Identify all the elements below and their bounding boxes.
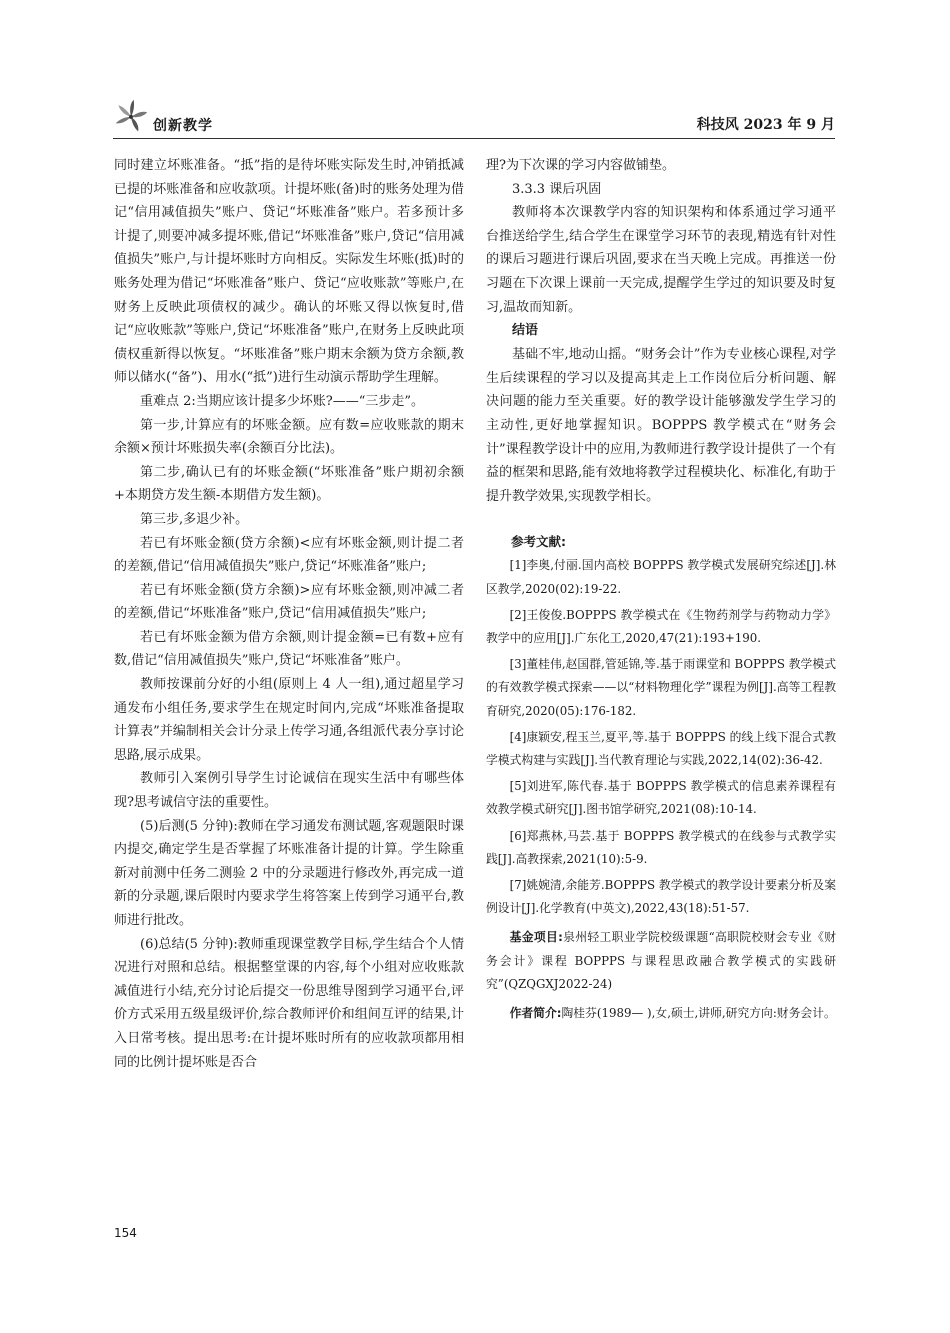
reference-item: [1]李奥,付丽.国内高校 BOPPPS 教学模式发展研究综述[J].林区教学,2020(02):19-22. bbox=[486, 558, 836, 596]
left-column bbox=[114, 154, 464, 1074]
issue-info: 科技风 2023 年 9 月 bbox=[696, 117, 835, 133]
page-header bbox=[113, 94, 835, 139]
conclusion-title: 结语 bbox=[512, 323, 539, 339]
reference-item: [2]王俊俊.BOPPPS 教学模式在《生物药剂学与药物动力学》教学中的应用[J].广东化工,2020,47(21):193+190. bbox=[486, 607, 836, 645]
reference-item: [4]康颖安,程玉兰,夏平,等.基于 BOPPPS 的线上线下混合式教学模式构建与实践[J].当代教育理论与实践,2022,14(02):36-42. bbox=[486, 729, 836, 767]
body-paragraph: 若已有坏账金额(贷方余额)>应有坏账金额,则冲减二者的差额,借记“坏账准备”账户,贷记“信用减值损失”账户; bbox=[114, 582, 464, 622]
reference-item: [3]董桂伟,赵国群,管延锦,等.基于雨课堂和 BOPPPS 教学模式的有效教学模式探索——以“材料物理化学”课程为例[J].高等工程教育研究,2020(05):176-182. bbox=[486, 657, 836, 718]
author-info bbox=[486, 1002, 836, 1025]
fund-text: 泉州轻工职业学院校级课题“高职院校财会专业《财务会计》课程 BOPPPS 与课程思政融合教学模式的实践研究”(QZQGXJ2022-24) bbox=[486, 930, 836, 991]
body-paragraph: 同时建立坏账准备。“抵”指的是待坏账实际发生时,冲销抵减已提的坏账准备和应收款项。计提坏账(备)时的账务处理为借记“信用减值损失”账户、贷记“坏账准备”账户。若多预计多计提了,则要冲减多提坏账,借记“坏账准备”账户,贷记“信用减值损失”账户,与计提坏账时方向相反。实际发生坏账(抵)时的账务处理为借记“坏账准备”账户、贷记“应收账款”等账户,在财务上反映此项债权的减少。确认的坏账又得以恢复时,借记“应收账款”等账户,贷记“坏账准备”账户,在财务上反映此项债权重新得以恢复。“坏账准备”账户期末余额为贷方余额,教师以储水(“备”)、用水(“抵”)进行生动演示帮助学生理解。 bbox=[114, 158, 464, 386]
journal-logo-icon bbox=[113, 98, 149, 134]
body-paragraph: (6)总结(5 分钟):教师重现课堂教学目标,学生结合个人情况进行对照和总结。根据整堂课的内容,每个小组对应收账款减值进行小结,充分讨论后提交一份思维导图到学习通平台,评价方式采用五级星级评价,综合教师评价和组间互评的结果,计入日常考核。提出思考:在计提坏账时所有的应收款项都用相同的比例计提坏账是否合 bbox=[114, 936, 464, 1070]
fund-label: 基金项目: bbox=[509, 930, 563, 945]
body-paragraph: 教师将本次课教学内容的知识架构和体系通过学习通平台推送给学生,结合学生在课堂学习环节的表现,精选有针对性的课后习题进行课后巩固,要求在当天晚上完成。再推送一份习题在下次课上课前一天完成,提醒学生学过的知识要及时复习,温故而知新。 bbox=[486, 205, 836, 315]
reference-item: [5]刘进军,陈代春.基于 BOPPPS 教学模式的信息素养课程有效教学模式研究[J].图书馆学研究,2021(08):10-14. bbox=[486, 779, 836, 817]
journal-name: 创新教学 bbox=[153, 118, 213, 134]
body-paragraph: 第三步,多退少补。 bbox=[140, 511, 249, 527]
body-paragraph: 理?为下次课的学习内容做铺垫。 bbox=[486, 158, 675, 173]
reference-list bbox=[486, 554, 836, 920]
references-title: 参考文献: bbox=[511, 534, 566, 550]
right-column bbox=[486, 154, 836, 1025]
page-number: 154 bbox=[114, 1226, 137, 1240]
body-paragraph: 第一步,计算应有的坏账金额。应有数=应收账款的期末余额×预计坏账损失率(余额百分比法)。 bbox=[114, 417, 464, 457]
reference-item: [6]郑燕林,马芸.基于 BOPPPS 教学模式的在线参与式教学实践[J].高教探索,2021(10):5-9. bbox=[486, 828, 836, 866]
reference-item: [7]姚婉清,余能芳.BOPPPS 教学模式的教学设计要素分析及案例设计[J].化学教育(中英文),2022,43(18):51-57. bbox=[486, 877, 836, 916]
body-paragraph: 若已有坏账金额为借方余额,则计提金额=已有数+应有数,借记“信用减值损失”账户,贷记“坏账准备”账户。 bbox=[114, 629, 464, 669]
author-text: 陶桂芬(1989— ),女,硕士,讲师,研究方向:财务会计。 bbox=[561, 1005, 836, 1020]
fund-info bbox=[486, 926, 836, 996]
body-paragraph: (5)后测(5 分钟):教师在学习通发布测试题,客观题限时课内提交,确定学生是否掌握了坏账准备计提的计算。学生除重新对前测中任务二测验 2 中的分录题进行修改外,再完成一道新的分录题,课后限时内要求学生将答案上传到学习通平台,教师进行批改。 bbox=[114, 818, 464, 928]
body-paragraph: 基础不牢,地动山摇。“财务会计”作为专业核心课程,对学生后续课程的学习以及提高其走上工作岗位后分析问题、解决问题的能力至关重要。好的教学设计能够激发学生学习的主动性,更好地掌握知识。BOPPPS 教学模式在“财务会计”课程教学设计中的应用,为教师进行教学设计提供了一个有益的框架和思路,能有效地将教学过程模块化、标准化,有助于提升教学效果,实现教学相长。 bbox=[486, 347, 836, 504]
body-paragraph: 教师按课前分好的小组(原则上 4 人一组),通过超星学习通发布小组任务,要求学生在规定时间内,完成“坏账准备提取计算表”并编制相关会计分录上传学习通,各组派代表分享讨论思路,展示成果。 bbox=[114, 677, 464, 763]
body-paragraph: 重难点 2:当期应该计提多少坏账?——“三步走”。 bbox=[140, 393, 425, 409]
subsection-title: 3.3.3 课后巩固 bbox=[512, 181, 602, 197]
body-paragraph: 教师引入案例引导学生讨论诚信在现实生活中有哪些体现?思考诚信守法的重要性。 bbox=[114, 771, 464, 811]
body-paragraph: 若已有坏账金额(贷方余额)<应有坏账金额,则计提二者的差额,借记“信用减值损失”账户,贷记“坏账准备”账户; bbox=[114, 535, 464, 575]
author-label: 作者简介: bbox=[509, 1005, 562, 1020]
body-paragraph: 第二步,确认已有的坏账金额(“坏账准备”账户期初余额+本期贷方发生额-本期借方发生额)。 bbox=[114, 464, 464, 504]
